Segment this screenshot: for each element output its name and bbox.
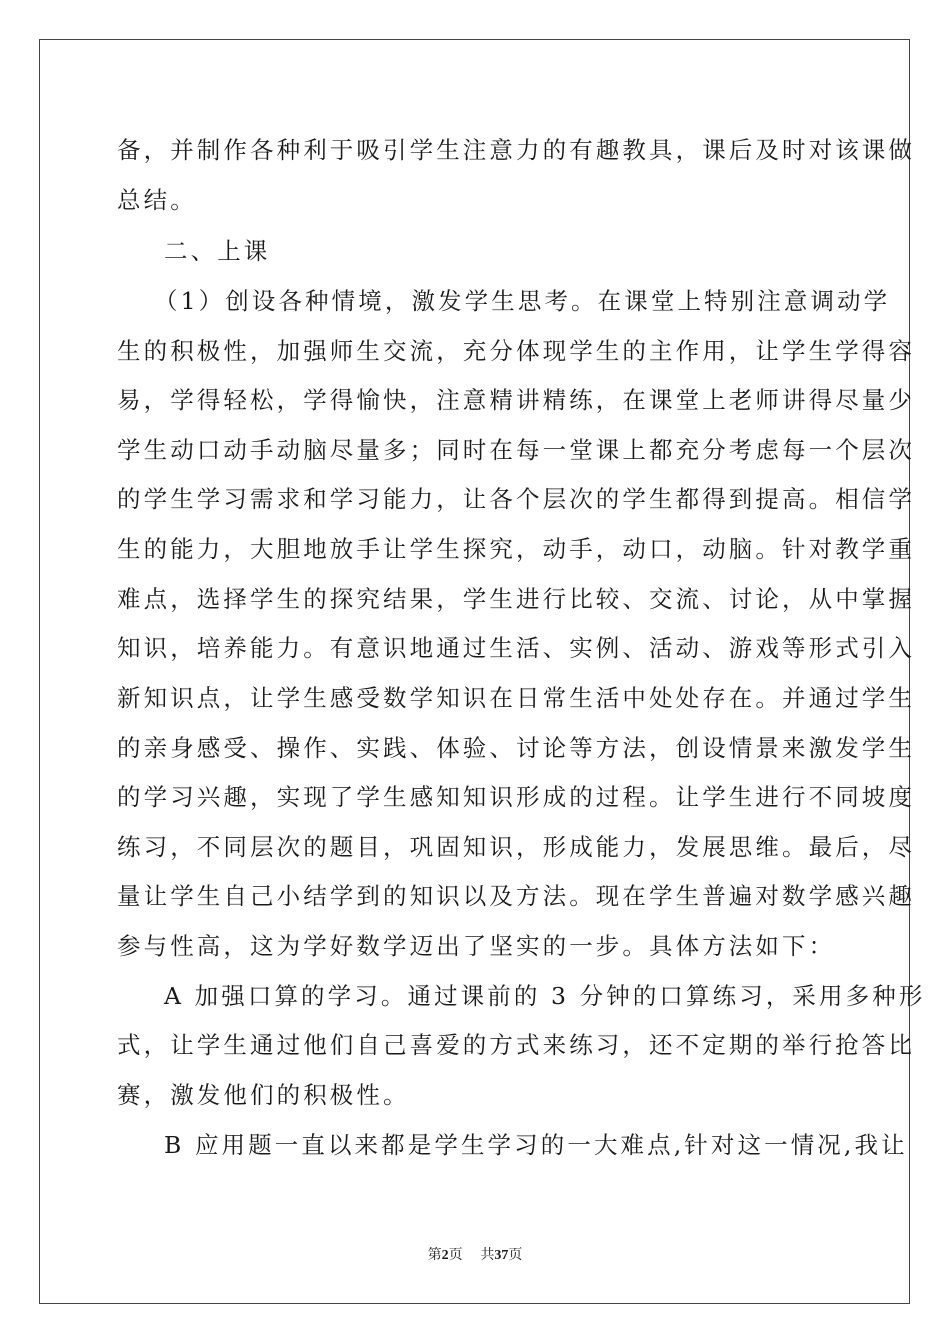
text-line: 总结。 [117,186,197,214]
text-line: 生的能力，大胆地放手让学生探究，动手，动口，动脑。针对教学重 [117,535,915,563]
text-line: A 加强口算的学习。通过课前的 3 分钟的口算练习，采用多种形 [164,982,926,1010]
page-current: 2 [441,1248,449,1263]
text-line: 知识，培养能力。有意识地通过生活、实例、活动、游戏等形式引入 [117,634,915,662]
text-line: 易，学得轻松，学得愉快，注意精讲精练，在课堂上老师讲得尽量少 [117,386,915,414]
text-line: B 应用题一直以来都是学生学习的一大难点,针对这一情况,我让 [164,1131,908,1159]
page-prefix: 第 [427,1247,442,1263]
total-suffix: 页 [508,1247,523,1263]
text-line: 式，让学生通过他们自己喜爱的方式来练习，还不定期的举行抢答比 [117,1031,915,1059]
page-total: 37 [494,1248,509,1263]
total-prefix: 共 [480,1247,495,1263]
text-line: 量让学生自己小结学到的知识以及方法。现在学生普遍对数学感兴趣 [117,882,915,910]
text-line: （1）创设各种情境，激发学生思考。在课堂上特别注意调动学 [154,287,891,315]
text-line: 难点，选择学生的探究结果，学生进行比较、交流、讨论，从中掌握 [117,585,915,613]
text-line: 的学习兴趣，实现了学生感知知识形成的过程。让学生进行不同坡度 [117,783,915,811]
text-line: 新知识点，让学生感受数学知识在日常生活中处处存在。并通过学生 [117,684,915,712]
page-border [39,39,926,1304]
section-heading: 二、上课 [164,237,271,265]
text-line: 的学生学习需求和学习能力，让各个层次的学生都得到提高。相信学 [117,485,915,513]
page-footer [0,1244,950,1264]
text-line: 参与性高，这为学好数学迈出了坚实的一步。具体方法如下： [117,932,836,960]
text-line: 学生动口动手动脑尽量多；同时在每一堂课上都充分考虑每一个层次 [117,436,915,464]
text-line: 生的积极性，加强师生交流，充分体现学生的主作用，让学生学得容 [117,337,915,365]
text-line: 练习，不同层次的题目，巩固知识，形成能力，发展思维。最后，尽 [117,833,915,861]
page-suffix: 页 [448,1247,463,1263]
text-line: 备，并制作各种利于吸引学生注意力的有趣教具，课后及时对该课做 [117,136,915,164]
text-line: 赛，激发他们的积极性。 [117,1081,410,1109]
text-line: 的亲身感受、操作、实践、体验、讨论等方法，创设情景来激发学生 [117,734,915,762]
